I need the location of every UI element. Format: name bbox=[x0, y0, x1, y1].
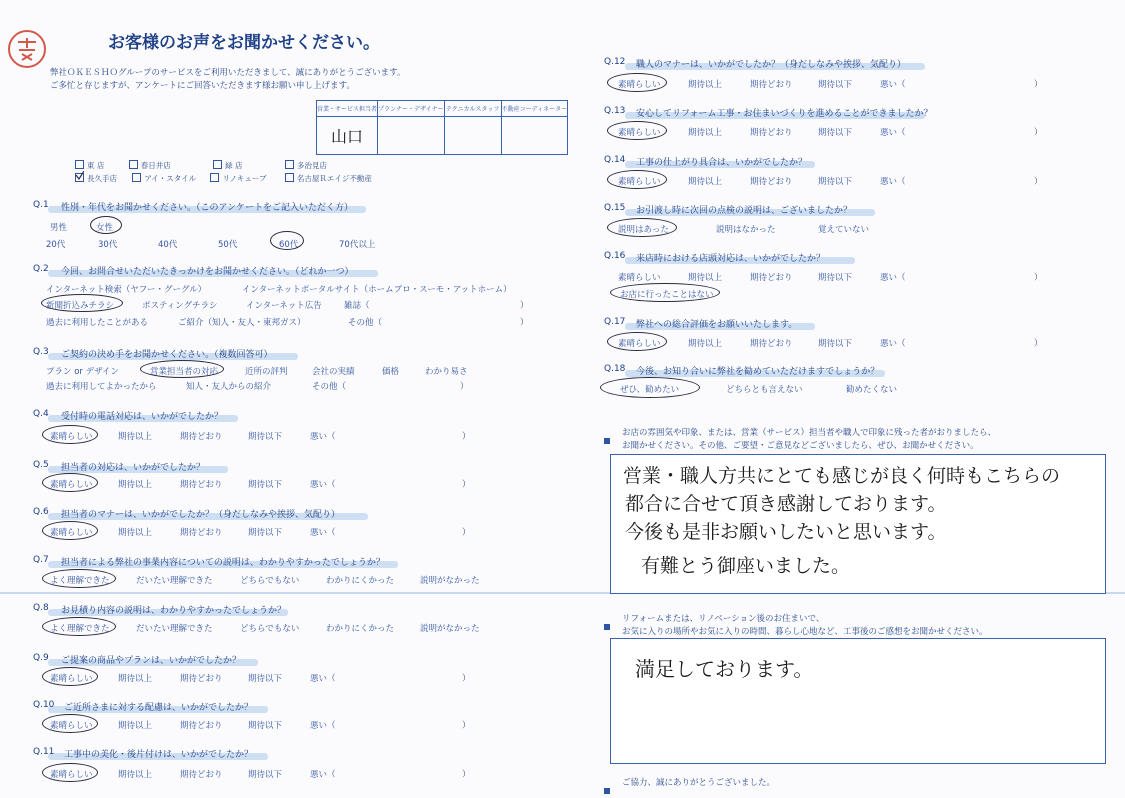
q13-circle bbox=[607, 121, 667, 140]
q10-option[interactable]: 期待以下 bbox=[248, 721, 283, 731]
q12-text: 職人のマナーは、いかがでしたか？（身だしなみや挨拶、気配り） bbox=[636, 60, 907, 70]
comment1-prompt-2: お聞かせください。その他、ご要望・ご意見などございましたら、ぜひ、お聞かせください。 bbox=[622, 441, 979, 451]
q17-option-excellent[interactable]: 素晴らしい bbox=[618, 339, 661, 349]
footer-thanks: ご協力、誠にありがとうございました。 bbox=[622, 778, 776, 788]
q18-number: Q.18 bbox=[604, 364, 626, 374]
q5-option[interactable]: 悪い（ bbox=[310, 480, 336, 490]
q5-circle bbox=[42, 473, 98, 492]
q17-option[interactable]: 期待どおり bbox=[750, 339, 793, 349]
q12-circle bbox=[607, 73, 667, 92]
q1-age-70[interactable]: 70代以上 bbox=[339, 240, 376, 250]
q3-option[interactable]: その他（ bbox=[312, 382, 347, 392]
q9-number: Q.9 bbox=[33, 653, 49, 663]
q16-option[interactable]: 素晴らしい bbox=[618, 273, 661, 283]
q5-paren: ） bbox=[462, 480, 471, 490]
q10-option[interactable]: 悪い（ bbox=[310, 721, 336, 731]
comment2-prompt-2: お気に入りの場所やお気に入りの時間、暮らし心地など、工事後のご感想をお聞かせください。 bbox=[622, 627, 988, 637]
q1-age-20[interactable]: 20代 bbox=[46, 240, 66, 250]
q2-option[interactable]: ポスティングチラシ bbox=[142, 301, 218, 311]
q6-option[interactable]: 悪い（ bbox=[310, 528, 336, 538]
q8-option[interactable]: 説明がなかった bbox=[420, 624, 480, 634]
q8-option[interactable]: だいたい理解できた bbox=[136, 624, 213, 634]
q4-paren: ） bbox=[462, 432, 471, 442]
q17-option[interactable]: 悪い（ bbox=[880, 339, 906, 349]
q12-paren: ） bbox=[1034, 80, 1043, 90]
comment1-prompt-1: お店の雰囲気や印象、または、営業（サービス）担当者や職人で印象に残った者がおりましたら、 bbox=[622, 428, 997, 438]
store-checkbox[interactable] bbox=[75, 174, 117, 183]
store-label: 東 店 bbox=[87, 161, 105, 170]
checkbox-icon bbox=[210, 173, 219, 182]
q2-paren: ） bbox=[520, 301, 529, 311]
staff-header-sales: 営業・サービス担当者 bbox=[317, 101, 378, 117]
q8-option[interactable]: わかりにくかった bbox=[326, 624, 395, 634]
q10-circle bbox=[42, 714, 98, 733]
q6-circle bbox=[42, 521, 98, 540]
q7-option[interactable]: だいたい理解できた bbox=[136, 576, 213, 586]
q7-text: 担当者による弊社の事業内容についての説明は、わかりやすかったでしょうか？ bbox=[61, 558, 385, 568]
q3-number: Q.3 bbox=[33, 347, 49, 357]
q13-option[interactable]: 期待どおり bbox=[750, 128, 793, 138]
checkbox-icon bbox=[285, 160, 294, 169]
q15-option[interactable]: 説明はなかった bbox=[716, 225, 776, 235]
store-label: 長久手店 bbox=[87, 174, 117, 183]
q9-option[interactable]: 期待どおり bbox=[180, 674, 223, 684]
q17-number: Q.17 bbox=[604, 317, 626, 327]
q14-text: 工事の仕上がり具合は、いかがでしたか？ bbox=[636, 158, 808, 168]
q9-option-excellent[interactable]: 素晴らしい bbox=[50, 674, 93, 684]
q3-option[interactable]: 価格 bbox=[382, 367, 400, 377]
q2-option[interactable]: その他（ bbox=[348, 318, 383, 328]
q6-paren: ） bbox=[462, 528, 471, 538]
checkbox-icon bbox=[75, 160, 84, 169]
q1-number: Q.1 bbox=[33, 200, 49, 210]
q12-option[interactable]: 悪い（ bbox=[880, 80, 906, 90]
q3-option[interactable]: 会社の実績 bbox=[312, 367, 355, 377]
q15-option[interactable]: 覚えていない bbox=[818, 225, 870, 235]
q18-text: 今後、お知り合いに弊社を勧めていただけますでしょうか？ bbox=[636, 367, 880, 377]
store-checkbox[interactable] bbox=[285, 161, 327, 170]
q2-option[interactable]: ご紹介（知人・友人・東邦ガス） bbox=[178, 318, 306, 328]
q13-number: Q.13 bbox=[604, 106, 626, 116]
bullet-square-icon bbox=[604, 788, 610, 794]
q8-option-understood[interactable]: よく理解できた bbox=[50, 624, 110, 634]
q9-paren: ） bbox=[462, 674, 471, 684]
q6-option[interactable]: 期待以上 bbox=[118, 528, 153, 538]
q1-age-40[interactable]: 40代 bbox=[158, 240, 178, 250]
comment2-box[interactable] bbox=[610, 638, 1106, 764]
store-label: 春日井店 bbox=[140, 161, 171, 170]
q1-age-60-circle bbox=[270, 231, 304, 250]
store-checkbox[interactable] bbox=[285, 174, 372, 183]
q5-option-excellent[interactable]: 素晴らしい bbox=[50, 480, 93, 490]
q7-option[interactable]: わかりにくかった bbox=[326, 576, 395, 586]
q11-option[interactable]: 悪い（ bbox=[310, 770, 336, 780]
q6-option-excellent[interactable]: 素晴らしい bbox=[50, 528, 93, 538]
q14-paren: ） bbox=[1034, 177, 1043, 187]
store-checkbox[interactable] bbox=[213, 161, 242, 170]
q2-option[interactable]: インターネット検索（ヤフー・グーグル） bbox=[46, 285, 207, 295]
q7-option[interactable]: どちらでもない bbox=[240, 576, 300, 586]
q4-option[interactable]: 期待以下 bbox=[248, 432, 283, 442]
q5-option[interactable]: 期待以上 bbox=[118, 480, 153, 490]
q13-option[interactable]: 悪い（ bbox=[880, 128, 906, 138]
q3-text: ご契約の決め手をお聞かせください。（複数回答可） bbox=[61, 350, 273, 360]
q6-option[interactable]: 期待どおり bbox=[180, 528, 223, 538]
checkbox-icon bbox=[213, 160, 222, 169]
store-row-1 bbox=[75, 160, 327, 171]
q1-age-30[interactable]: 30代 bbox=[98, 240, 118, 250]
store-checkbox[interactable] bbox=[132, 174, 196, 183]
intro-line-2: ご多忙と存じますが、アンケートにご回答いただきます様お願い申し上げます。 bbox=[50, 81, 355, 91]
q11-option-excellent[interactable]: 素晴らしい bbox=[50, 770, 93, 780]
q17-option[interactable]: 期待以下 bbox=[818, 339, 853, 349]
q5-number: Q.5 bbox=[33, 460, 49, 470]
q3-paren: ） bbox=[460, 382, 469, 392]
checkbox-icon bbox=[285, 173, 294, 182]
q12-number: Q.12 bbox=[604, 57, 626, 67]
q18-circle bbox=[600, 377, 700, 398]
store-label: 名古屋Ｒエイジ不動産 bbox=[296, 174, 372, 183]
checkbox-icon bbox=[132, 173, 141, 182]
q13-text: 安心してリフォーム工事・お住まいづくりを進めることができましたか？ bbox=[636, 109, 933, 119]
q1-text: 性別・年代をお聞かせください。（このアンケートをご記入いただく方） bbox=[61, 203, 353, 213]
q1-male[interactable]: 男性 bbox=[50, 223, 68, 233]
q3-option[interactable]: 近所の評判 bbox=[245, 367, 288, 377]
q16-circle bbox=[610, 283, 720, 302]
q2-option[interactable]: 雑誌（ bbox=[344, 301, 370, 311]
q10-option[interactable]: 期待以上 bbox=[118, 721, 153, 731]
q11-number: Q.11 bbox=[33, 747, 55, 757]
q8-circle bbox=[42, 617, 116, 636]
q13-option[interactable]: 期待以上 bbox=[688, 128, 723, 138]
comment1-line-4: 有難とう御座いました。 bbox=[641, 555, 851, 577]
q4-option[interactable]: 悪い（ bbox=[310, 432, 336, 442]
q12-option-excellent[interactable]: 素晴らしい bbox=[618, 80, 661, 90]
q10-paren: ） bbox=[462, 721, 471, 731]
comment2-prompt-1: リフォームまたは、リノベーション後のお住まいで、 bbox=[622, 614, 825, 624]
q12-option[interactable]: 期待どおり bbox=[750, 80, 793, 90]
q15-text: お引渡し時に次回の点検の説明は、ございましたか？ bbox=[636, 206, 853, 216]
q16-option[interactable]: 期待どおり bbox=[750, 273, 793, 283]
comment1-box[interactable] bbox=[610, 454, 1106, 594]
q9-text: ご提案の商品やプランは、いかがでしたか？ bbox=[61, 656, 242, 666]
q1-female[interactable]: 女性 bbox=[96, 223, 114, 233]
q7-circle bbox=[42, 569, 116, 588]
q9-option[interactable]: 悪い（ bbox=[310, 674, 336, 684]
q16-option[interactable]: 期待以下 bbox=[818, 273, 853, 283]
bullet-square-icon bbox=[604, 438, 610, 444]
comment1-line-1: 営業・職人方共にとても感じが良く何時もこちらの bbox=[623, 465, 1061, 487]
q8-number: Q.8 bbox=[33, 603, 49, 613]
q13-option-excellent[interactable]: 素晴らしい bbox=[618, 128, 661, 138]
q16-option[interactable]: 期待以上 bbox=[688, 273, 723, 283]
q17-option[interactable]: 期待以上 bbox=[688, 339, 723, 349]
staff-table bbox=[316, 100, 568, 155]
q5-text: 担当者の対応は、いかがでしたか？ bbox=[61, 463, 206, 473]
q5-option[interactable]: 期待以下 bbox=[248, 480, 283, 490]
q1-age-60[interactable]: 60代 bbox=[279, 240, 299, 250]
comment2-line-1: 満足しております。 bbox=[635, 657, 814, 681]
q4-option[interactable]: 期待どおり bbox=[180, 432, 223, 442]
q9-option[interactable]: 期待以下 bbox=[248, 674, 283, 684]
staff-sales-handwriting: 山口 bbox=[331, 127, 364, 146]
q10-number: Q.10 bbox=[33, 700, 55, 710]
q10-text: ご近所さまに対する配慮は、いかがでしたか？ bbox=[64, 703, 254, 713]
staff-header-realestate: 不動産コーディネーター bbox=[501, 101, 568, 117]
q15-circle bbox=[607, 218, 677, 237]
q16-paren: ） bbox=[1034, 273, 1043, 283]
q2-text: 今回、お問合せいただいたきっかけをお聞かせください。（どれか一つ） bbox=[61, 267, 354, 277]
q2-option[interactable]: インターネットポータルサイト（ホームプロ・スーモ・アットホーム） bbox=[242, 285, 512, 295]
store-checkbox[interactable] bbox=[210, 174, 266, 183]
q11-option[interactable]: 期待以下 bbox=[248, 770, 283, 780]
store-checkbox[interactable] bbox=[129, 161, 171, 170]
q4-text: 受付時の電話対応は、いかがでしたか？ bbox=[61, 412, 224, 422]
q2-option-newspaper[interactable]: 新聞折込みチラシ bbox=[46, 301, 115, 311]
q14-option[interactable]: 期待どおり bbox=[750, 177, 793, 187]
q18-option[interactable]: 勧めたくない bbox=[846, 385, 898, 395]
q5-option[interactable]: 期待どおり bbox=[180, 480, 223, 490]
q4-option-excellent[interactable]: 素晴らしい bbox=[50, 432, 93, 442]
q16-text: 来店時における店頭対応は、いかがでしたか？ bbox=[636, 254, 826, 264]
q14-number: Q.14 bbox=[604, 155, 626, 165]
q16-option[interactable]: 悪い（ bbox=[880, 273, 906, 283]
q13-paren: ） bbox=[1034, 128, 1043, 138]
q9-circle bbox=[42, 667, 98, 686]
q17-paren: ） bbox=[1034, 339, 1043, 349]
q7-number: Q.7 bbox=[33, 555, 49, 565]
q3-sales-circle bbox=[140, 360, 224, 378]
q14-option[interactable]: 期待以下 bbox=[818, 177, 853, 187]
comment1-line-2: 都合に合せて頂き感謝しております。 bbox=[625, 493, 947, 515]
q18-option[interactable]: どちらとも言えない bbox=[726, 385, 803, 395]
q17-text: 弊社への総合評価をお願いいたします。 bbox=[636, 320, 798, 330]
q11-text: 工事中の美化・後片付けは、いかがでしたか？ bbox=[64, 750, 254, 760]
staff-value-realestate[interactable] bbox=[501, 117, 568, 155]
q11-paren: ） bbox=[462, 770, 471, 780]
staff-header-technical: テクニカルスタッフ bbox=[444, 101, 501, 117]
q1-female-circle bbox=[90, 216, 122, 234]
q14-option[interactable]: 悪い（ bbox=[880, 177, 906, 187]
q11-circle bbox=[42, 763, 98, 782]
staff-header-planner: プランナー・デザイナー bbox=[378, 101, 445, 117]
store-label: 緑 店 bbox=[225, 161, 243, 170]
q15-option-explained[interactable]: 説明はあった bbox=[618, 225, 669, 235]
q17-circle bbox=[607, 332, 667, 351]
q3-option[interactable]: プラン or デザイン bbox=[46, 367, 120, 377]
store-label: アイ・スタイル bbox=[144, 174, 197, 183]
q7-option-understood[interactable]: よく理解できた bbox=[50, 576, 110, 586]
bullet-square-icon bbox=[604, 624, 610, 630]
q10-option-excellent[interactable]: 素晴らしい bbox=[50, 721, 93, 731]
q12-option[interactable]: 期待以上 bbox=[688, 80, 723, 90]
checkbox-checked-icon bbox=[75, 173, 84, 182]
intro-line-1: 弊社ＯＫＥＳＨＯグループのサービスをご利用いただきまして、誠にありがとうございます。 bbox=[50, 68, 406, 78]
q14-option-excellent[interactable]: 素晴らしい bbox=[618, 177, 661, 187]
q11-option[interactable]: 期待どおり bbox=[180, 770, 223, 780]
q7-option[interactable]: 説明がなかった bbox=[420, 576, 480, 586]
q2-number: Q.2 bbox=[33, 264, 49, 274]
q8-text: お見積り内容の説明は、わかりやすかったでしょうか？ bbox=[61, 606, 287, 616]
q3-option[interactable]: 過去に利用してよかったから bbox=[46, 382, 157, 392]
q16-number: Q.16 bbox=[604, 251, 626, 261]
store-label: 多治見店 bbox=[296, 161, 327, 170]
q2-option[interactable]: 過去に利用したことがある bbox=[46, 318, 149, 328]
q4-circle bbox=[42, 425, 98, 444]
comment1-line-3: 今後も是非お願いしたいと思います。 bbox=[625, 521, 947, 543]
staff-value-technical[interactable] bbox=[444, 117, 501, 155]
q2-option[interactable]: インターネット広告 bbox=[246, 301, 322, 311]
q1-age-50[interactable]: 50代 bbox=[218, 240, 238, 250]
q11-option[interactable]: 期待以上 bbox=[118, 770, 153, 780]
q9-option[interactable]: 期待以上 bbox=[118, 674, 153, 684]
q14-option[interactable]: 期待以上 bbox=[688, 177, 723, 187]
checkbox-icon bbox=[129, 160, 138, 169]
store-checkbox[interactable] bbox=[75, 161, 104, 170]
q3-option[interactable]: わかり易さ bbox=[425, 367, 468, 377]
staff-value-planner[interactable] bbox=[378, 117, 445, 155]
q2-newspaper-circle bbox=[41, 294, 123, 312]
q12-option[interactable]: 期待以下 bbox=[818, 80, 853, 90]
q18-option-recommend[interactable]: ぜひ、勧めたい bbox=[620, 385, 680, 395]
store-row-2 bbox=[75, 173, 372, 184]
q13-option[interactable]: 期待以下 bbox=[818, 128, 853, 138]
q2-paren: ） bbox=[520, 318, 529, 328]
q6-text: 担当者のマナーは、いかがでしたか？（身だしなみや挨拶、気配り） bbox=[61, 510, 341, 520]
q3-option-sales[interactable]: 営業担当者の対応 bbox=[150, 367, 219, 377]
seal-stamp bbox=[8, 30, 46, 68]
q6-option[interactable]: 期待以下 bbox=[248, 528, 283, 538]
q4-option[interactable]: 期待以上 bbox=[118, 432, 153, 442]
store-label: リノキューブ bbox=[222, 174, 267, 183]
q16-option-never-visited[interactable]: お店に行ったことはない bbox=[620, 290, 714, 300]
q8-option[interactable]: どちらでもない bbox=[240, 624, 300, 634]
q15-number: Q.15 bbox=[604, 203, 626, 213]
q10-option[interactable]: 期待どおり bbox=[180, 721, 223, 731]
q3-option[interactable]: 知人・友人からの紹介 bbox=[186, 382, 272, 392]
page-title: お客様のお声をお聞かせください。 bbox=[108, 33, 380, 53]
q14-circle bbox=[607, 170, 667, 189]
q6-number: Q.6 bbox=[33, 507, 49, 517]
q4-number: Q.4 bbox=[33, 409, 49, 419]
staff-value-sales[interactable] bbox=[317, 117, 378, 155]
